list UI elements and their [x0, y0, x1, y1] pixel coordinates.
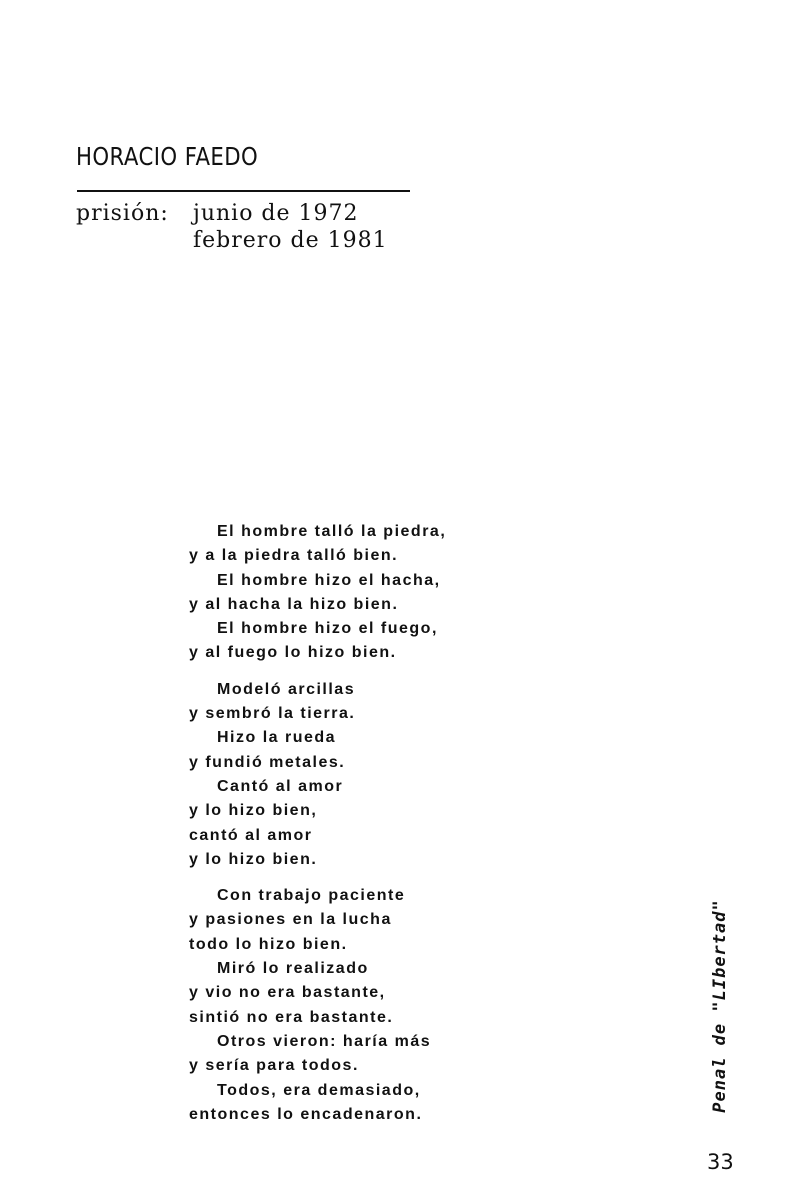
page-number: 33 [707, 1150, 734, 1174]
poem-line: Modeló arcillas [217, 680, 356, 698]
poem-line: El hombre hizo el hacha, [217, 571, 441, 589]
poem-line: Con trabajo paciente [217, 887, 406, 905]
poem-line: sintió no era bastante. [189, 1008, 394, 1026]
poem-line: y al hacha la hizo bien. [189, 595, 399, 613]
prison-end-date: febrero de 1981 [193, 228, 388, 253]
poem-line: entonces lo encadenaron. [189, 1105, 423, 1123]
poem-line: Otros vieron: haría más [217, 1032, 432, 1050]
poem-line: todo lo hizo bien. [189, 935, 348, 953]
poem-line: y pasiones en la lucha [189, 911, 392, 929]
poem-line: y fundió metales. [189, 753, 346, 771]
poem [189, 520, 446, 1139]
poem-line: Miró lo realizado [217, 960, 369, 978]
poem-line: Hizo la rueda [217, 729, 337, 747]
poem-line: cantó al amor [189, 826, 313, 844]
poem-line: y sería para todos. [189, 1057, 359, 1075]
poem-line: y lo hizo bien. [189, 850, 318, 868]
title-rule [77, 190, 410, 192]
poem-line: y al fuego lo hizo bien. [189, 644, 397, 662]
poem-line: Todos, era demasiado, [217, 1081, 421, 1099]
poem-line: y lo hizo bien, [189, 802, 318, 820]
stanza [189, 884, 446, 1127]
stanza [189, 678, 446, 872]
poem-line: y vio no era bastante, [189, 984, 386, 1002]
author-name: HORACIO FAEDO [76, 142, 259, 171]
stanza [189, 520, 446, 666]
poem-line: Cantó al amor [217, 777, 344, 795]
poem-line: y a la piedra talló bien. [189, 547, 399, 565]
prison-dates [76, 200, 388, 254]
side-note [690, 890, 750, 1122]
poem-line: El hombre talló la piedra, [217, 523, 447, 540]
poem-line: El hombre hizo el fuego, [217, 620, 438, 638]
side-note-text: Penal de "LIbertad" [710, 899, 730, 1113]
prison-label: prisión: [76, 201, 169, 226]
prison-start-date: junio de 1972 [193, 201, 359, 226]
poem-line: y sembró la tierra. [189, 705, 356, 723]
